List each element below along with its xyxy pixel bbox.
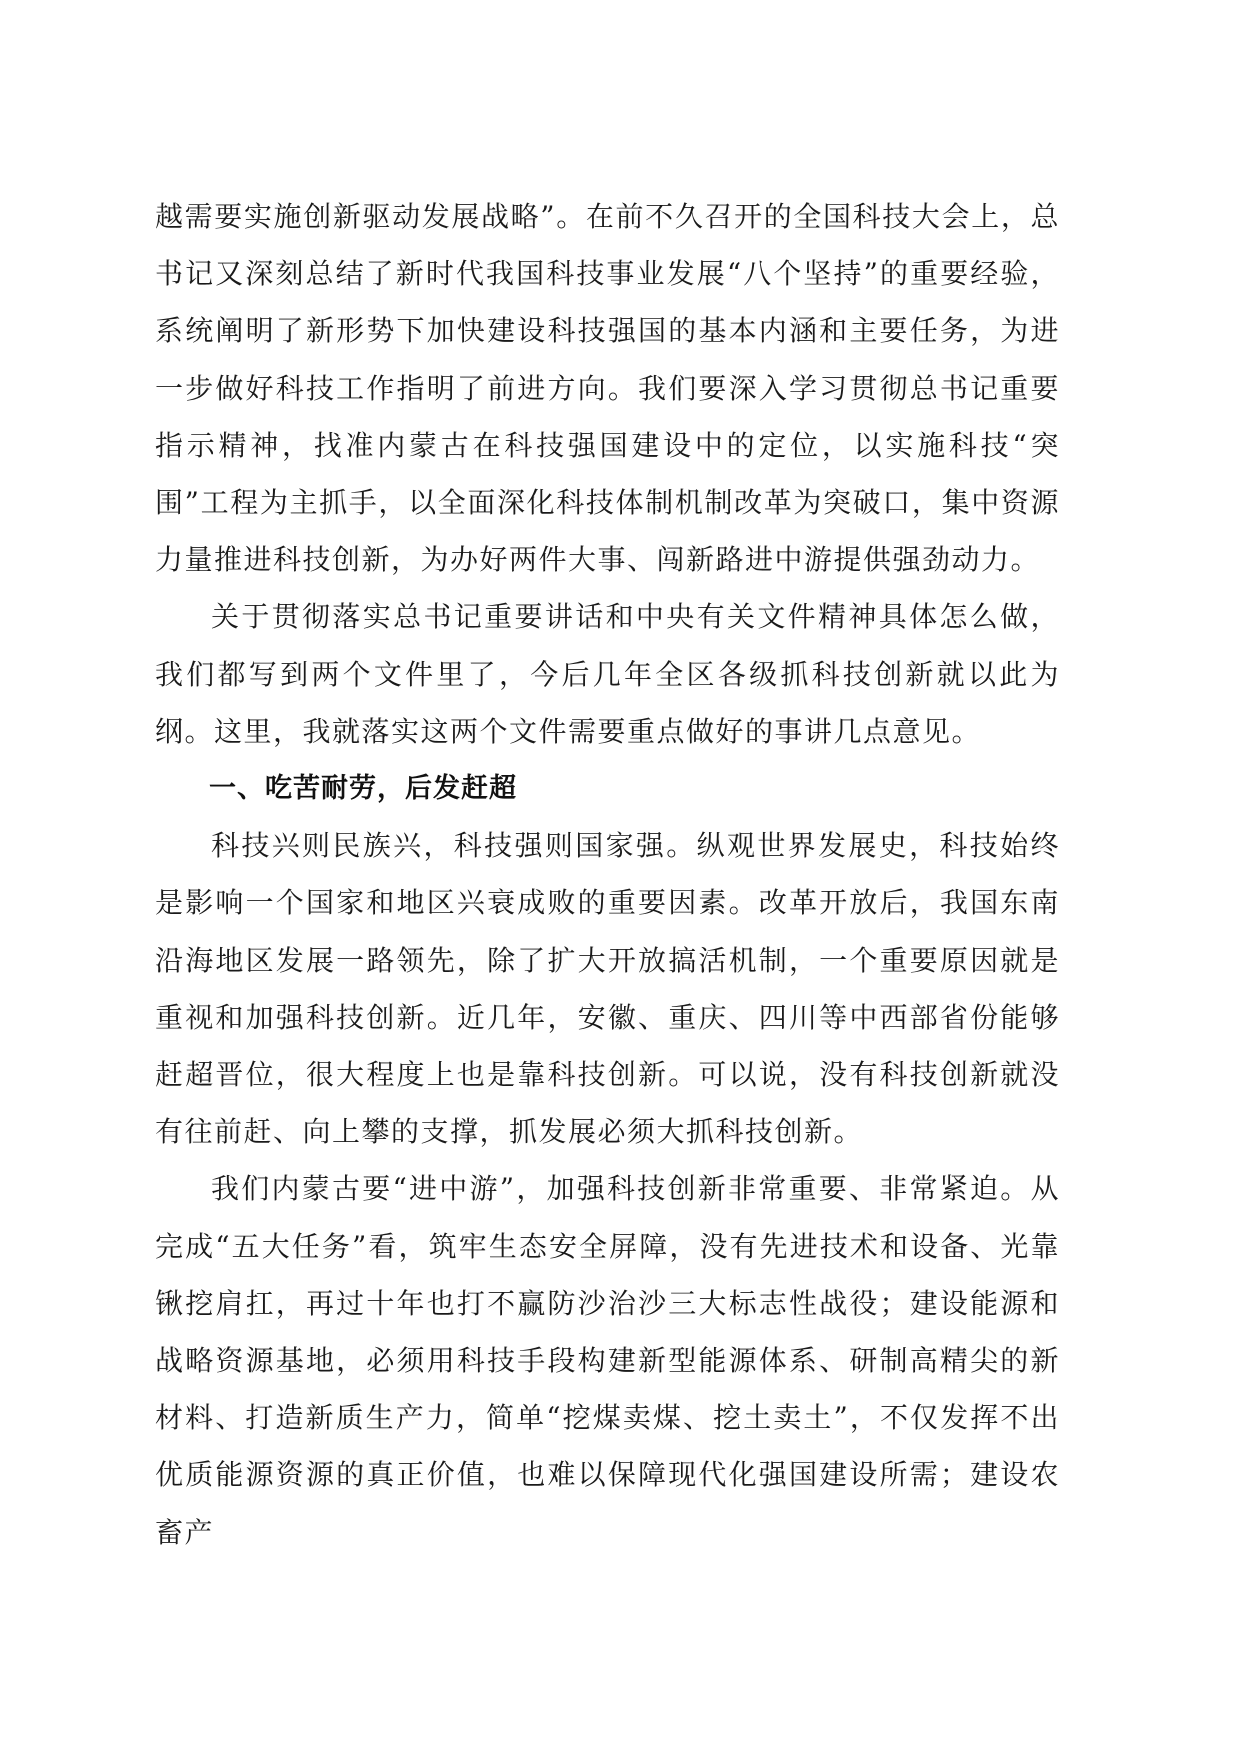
document-body bbox=[155, 188, 1060, 1561]
paragraph: 关于贯彻落实总书记重要讲话和中央有关文件精神具体怎么做，我们都写到两个文件里了，今后几年全区各级抓科技创新就以此为纲。这里，我就落实这两个文件需要重点做好的事讲几点意见。 bbox=[155, 600, 1060, 748]
paragraph: 我们内蒙古要“进中游”，加强科技创新非常重要、非常紧迫。从完成“五大任务”看，筑牢生态安全屏障，没有先进技术和设备、光靠锹挖肩扛，再过十年也打不赢防沙治沙三大标志性战役；建设能源和战略资源基地，必须用科技手段构建新型能源体系、研制高精尖的新材料、打造新质生产力，简单“挖煤卖煤、挖土卖土”，不仅发挥不出优质能源资源的真正价值，也难以保障现代化强国建设所需；建设农畜产 bbox=[155, 1172, 1060, 1549]
paragraph: 科技兴则民族兴，科技强则国家强。纵观世界发展史，科技始终是影响一个国家和地区兴衰成败的重要因素。改革开放后，我国东南沿海地区发展一路领先，除了扩大开放搞活机制，一个重要原因就是重视和加强科技创新。近几年，安徽、重庆、四川等中西部省份能够赶超晋位，很大程度上也是靠科技创新。可以说，没有科技创新就没有往前赶、向上攀的支撑，抓发展必须大抓科技创新。 bbox=[155, 829, 1060, 1149]
section-heading: 一、吃苦耐劳，后发赶超 bbox=[209, 773, 517, 805]
paragraph-continuation: 越需要实施创新驱动发展战略”。在前不久召开的全国科技大会上，总书记又深刻总结了新时代我国科技事业发展“八个坚持”的重要经验，系统阐明了新形势下加快建设科技强国的基本内涵和主要任务，为进一步做好科技工作指明了前进方向。我们要深入学习贯彻总书记重要指示精神，找准内蒙古在科技强国建设中的定位，以实施科技“突围”工程为主抓手，以全面深化科技体制机制改革为突破口，集中资源力量推进科技创新，为办好两件大事、闯新路进中游提供强劲动力。 bbox=[155, 200, 1060, 577]
